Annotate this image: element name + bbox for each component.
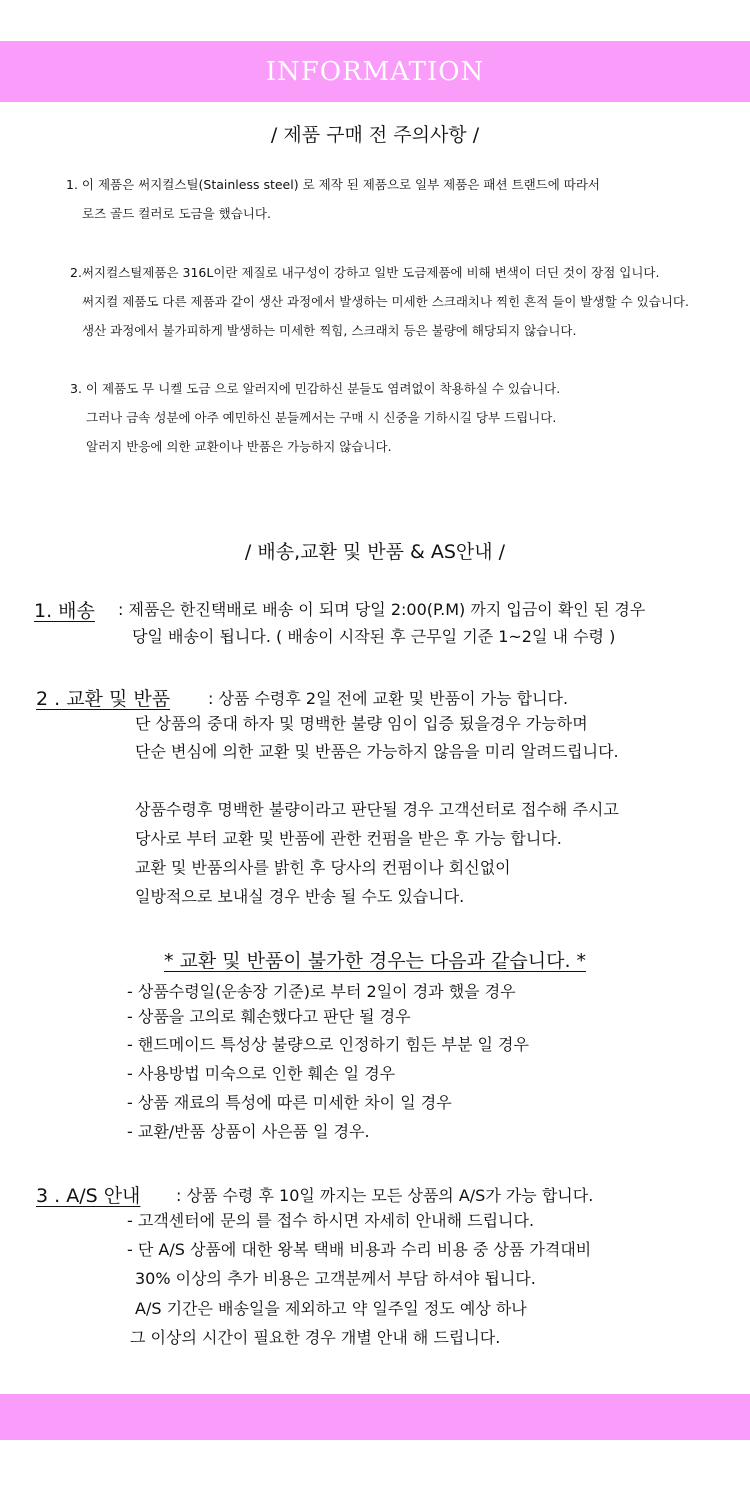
not-allowed-item: - 교환/반품 상품이 사은품 일 경우. [127, 1122, 370, 1141]
precaution-line: 2.써지컬스틸제품은 316L이란 제질로 내구성이 강하고 일반 도금제품에 비해 변색이 더딘 것이 장점 입니다. [70, 265, 660, 280]
exchange-line: 교환 및 반품의사를 밝힌 후 당사의 컨펌이나 회신없이 [135, 858, 511, 877]
precaution-line: 그러나 금속 성분에 아주 예민하신 분들께서는 구매 시 신중을 기하시길 당부 드립니다. [86, 410, 557, 425]
footer-band [0, 1394, 750, 1440]
not-allowed-item: - 사용방법 미숙으로 인한 훼손 일 경우 [127, 1064, 396, 1083]
shipping-line: 당일 배송이 됩니다. ( 배송이 시작된 후 근무일 기준 1~2일 내 수령 ) [132, 627, 616, 646]
exchange-line: 일방적으로 보내실 경우 반송 될 수도 있습니다. [135, 887, 465, 906]
section-title-precautions: / 제품 구매 전 주의사항 / [270, 124, 480, 146]
banner-title: INFORMATION [265, 56, 485, 87]
exchange-line: 단 상품의 중대 하자 및 명백한 불량 임이 입증 됬을경우 가능하며 [135, 714, 588, 733]
section-title-shipping-returns: / 배송,교환 및 반품 & AS안내 / [244, 541, 506, 563]
as-line: - 고객센터에 문의 를 접수 하시면 자세히 안내해 드립니다. [127, 1211, 535, 1230]
information-banner [0, 41, 750, 102]
as-heading: 3 . A/S 안내 [36, 1185, 141, 1207]
exchange-heading: 2 . 교환 및 반품 [36, 688, 171, 710]
precaution-line: 써지컬 제품도 다른 제품과 같이 생산 과정에서 발생하는 미세한 스크래치나 찍힌 흔적 들이 발생할 수 있습니다. [82, 294, 689, 309]
exchange-line: 상품수령후 명백한 불량이라고 판단될 경우 고객선터로 접수해 주시고 [135, 800, 619, 819]
precaution-line: 생산 과정에서 불가피하게 발생하는 미세한 찍힘, 스크래치 등은 불량에 해당되지 않습니다. [82, 323, 577, 338]
precaution-line: 로즈 골드 컬러로 도금을 했습니다. [82, 206, 271, 221]
not-allowed-item: - 핸드메이드 특성상 불량으로 인정하기 힘든 부분 일 경우 [127, 1035, 529, 1054]
shipping-line: : 제품은 한진택배로 배송 이 되며 당일 2:00(P.M) 까지 입금이 확인 된 경우 [118, 600, 646, 619]
as-line: - 단 A/S 상품에 대한 왕복 택배 비용과 수리 비용 중 상품 가격대비 [127, 1240, 592, 1259]
not-allowed-heading: * 교환 및 반품이 불가한 경우는 다음과 같습니다. * [163, 950, 587, 972]
exchange-line: 단순 변심에 의한 교환 및 반품은 가능하지 않음을 미리 알려드립니다. [135, 742, 619, 761]
as-line: 그 이상의 시간이 필요한 경우 개별 안내 해 드립니다. [130, 1328, 501, 1347]
not-allowed-item: - 상품수령일(운송장 기준)로 부터 2일이 경과 했을 경우 [127, 982, 516, 1001]
precaution-line: 1. 이 제품은 써지컬스틸(Stainless steel) 로 제작 된 제품으로 일부 제품은 패션 트랜드에 따라서 [66, 177, 601, 192]
as-line: : 상품 수령 후 10일 까지는 모든 상품의 A/S가 가능 합니다. [176, 1186, 594, 1205]
exchange-line: 당사로 부터 교환 및 반품에 관한 컨펌을 받은 후 가능 합니다. [135, 829, 562, 848]
not-allowed-item: - 상품을 고의로 훼손했다고 판단 될 경우 [127, 1007, 411, 1026]
precaution-line: 알러지 반응에 의한 교환이나 반품은 가능하지 않습니다. [86, 439, 392, 454]
not-allowed-item: - 상품 재료의 특성에 따른 미세한 차이 일 경우 [127, 1093, 452, 1112]
shipping-heading: 1. 배송 [34, 600, 95, 622]
precaution-line: 3. 이 제품도 무 니켈 도금 으로 알러지에 민감하신 분들도 염려없이 착용하실 수 있습니다. [70, 381, 561, 396]
as-line: A/S 기간은 배송일을 제외하고 약 일주일 정도 예상 하나 [135, 1299, 527, 1318]
as-line: 30% 이상의 추가 비용은 고객분께서 부담 하셔야 됩니다. [135, 1269, 536, 1288]
exchange-line: : 상품 수령후 2일 전에 교환 및 반품이 가능 합니다. [208, 689, 569, 708]
